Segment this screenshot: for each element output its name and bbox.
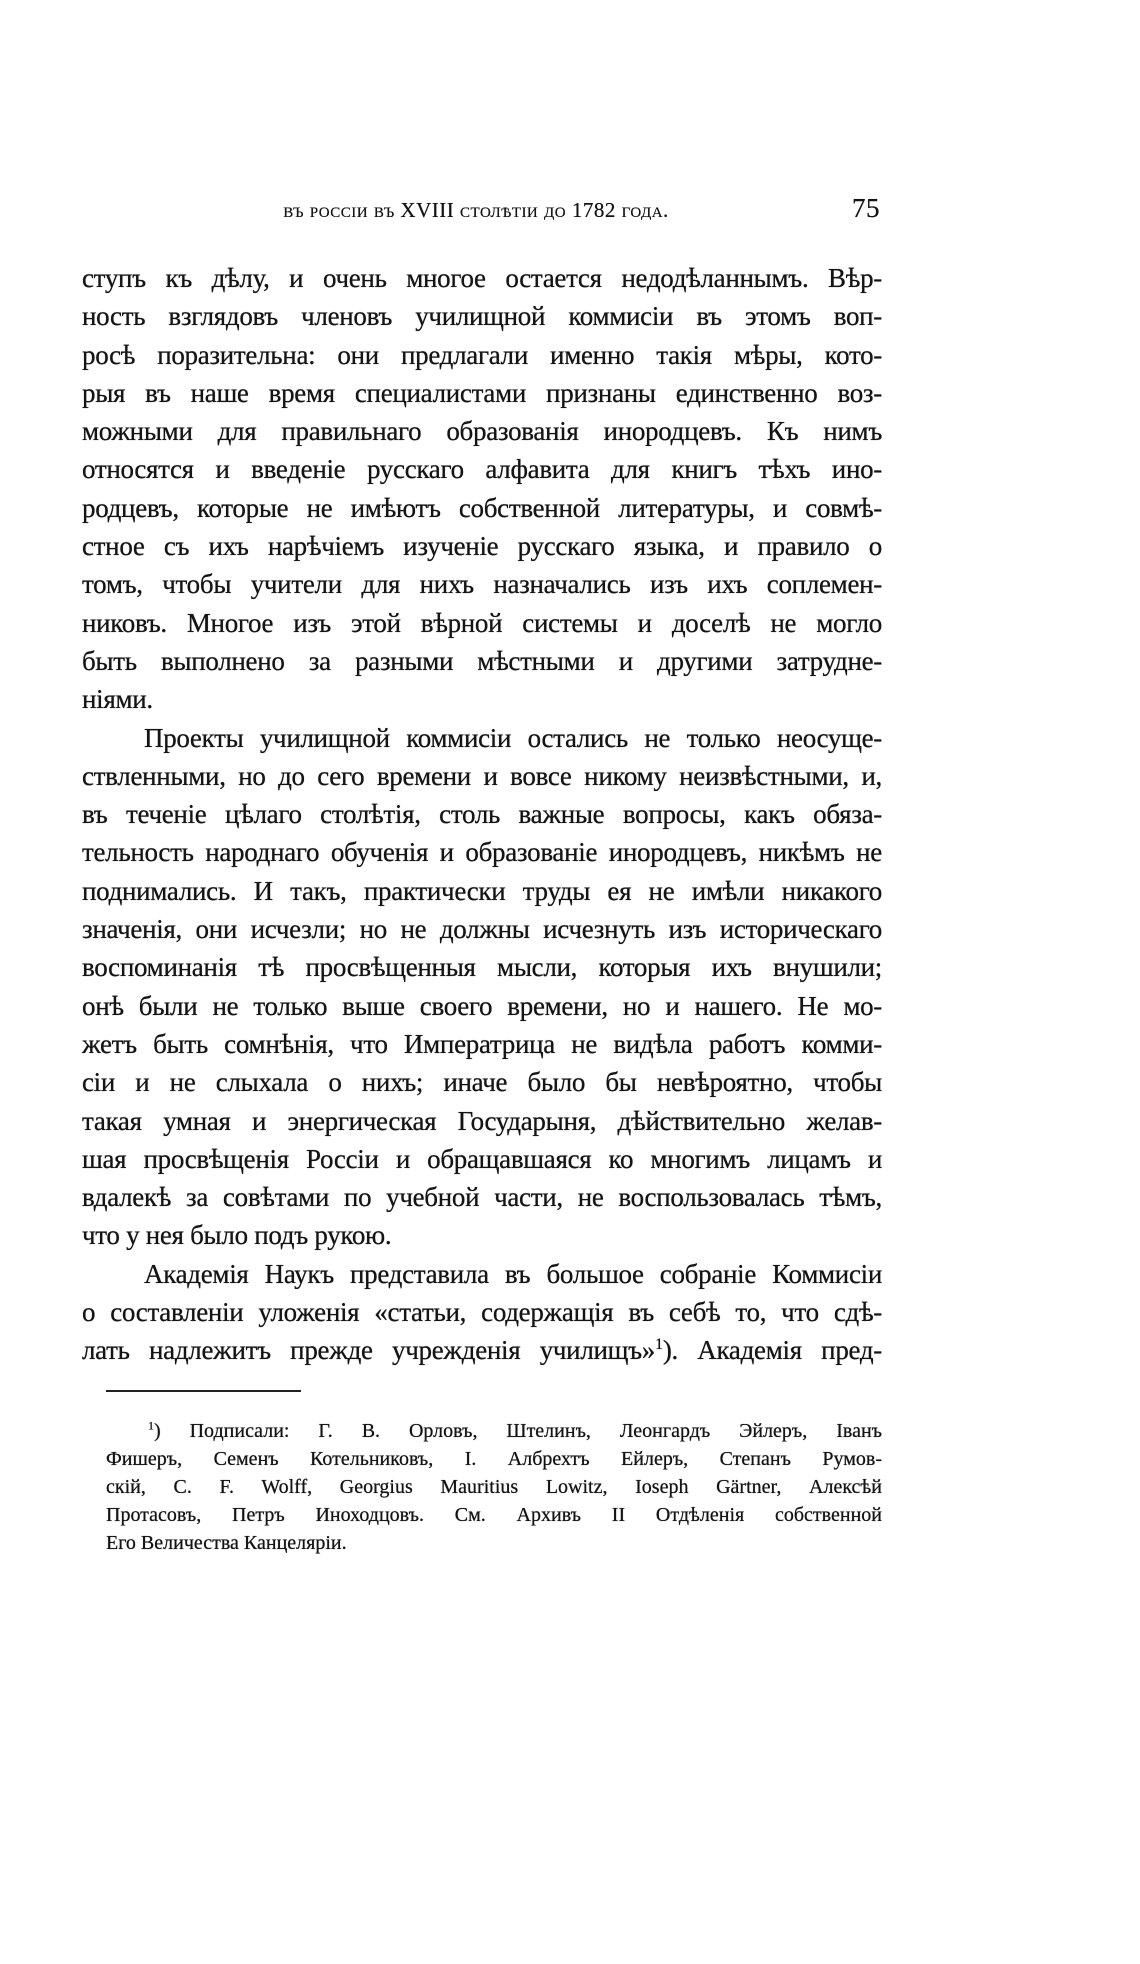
text-line: можными для правильнаго образованія инородцевъ. Къ нимъ bbox=[82, 416, 882, 447]
text-line: томъ, чтобы учители для нихъ назначались изъ ихъ соплемен- bbox=[82, 569, 882, 600]
body-text bbox=[82, 259, 882, 1370]
text-line: поднимались. И такъ, практически труды ея не имѣли никакого bbox=[82, 875, 882, 906]
text-line: Проекты училищной коммисіи остались не только неосуще- bbox=[144, 722, 882, 753]
paragraph-3 bbox=[82, 1255, 882, 1370]
text-line: ступъ къ дѣлу, и очень многое остается недодѣланнымъ. Вѣр- bbox=[82, 263, 882, 293]
text-line: рыя въ наше время специалистами признаны единственно воз- bbox=[82, 377, 882, 408]
running-header: въ россіи въ XVIII столѣтіи до 1782 года. bbox=[283, 198, 669, 222]
text-line: вдалекѣ за совѣтами по учебной части, не воспользовалась тѣмъ, bbox=[82, 1182, 882, 1213]
footnote-line: Фишеръ, Семенъ Котельниковъ, І. Албрехтъ Ейлеръ, Степанъ Румов- bbox=[106, 1448, 882, 1470]
text-line: такая умная и энергическая Государыня, дѣйствительно желав- bbox=[82, 1105, 882, 1136]
text-span: ). Академія пред- bbox=[662, 1335, 882, 1366]
text-line: родцевъ, которые не имѣютъ собственной литературы, и совмѣ- bbox=[82, 492, 882, 523]
text-line: стное съ ихъ нарѣчіемъ изученіе русскаго языка, и правило о bbox=[82, 531, 882, 562]
text-line: росѣ поразительна: они предлагали именно такія мѣры, кото- bbox=[82, 339, 882, 370]
text-line: значенія, они исчезли; но не должны исчезнуть изъ историческаго bbox=[82, 914, 882, 945]
text-line: ствленными, но до сего времени и вовсе никому неизвѣстными, и, bbox=[82, 760, 882, 791]
text-line: шая просвѣщенія Россіи и обращавшаяся ко многимъ лицамъ и bbox=[82, 1143, 882, 1174]
footnote-line bbox=[106, 1417, 882, 1445]
text-line: онѣ были не только выше своего времени, но и нашего. Не мо- bbox=[82, 990, 882, 1021]
paragraph-1 bbox=[82, 259, 882, 719]
text-line bbox=[82, 1331, 882, 1369]
text-line: воспоминанія тѣ просвѣщенныя мысли, которыя ихъ внушили; bbox=[82, 952, 882, 983]
footnote bbox=[106, 1417, 882, 1557]
footnote-divider bbox=[106, 1390, 301, 1392]
footnote-line: скій, C. F. Wolff, Georgius Mauritius Lowitz, Ioseph Gärtner, Алексѣй bbox=[106, 1476, 882, 1498]
text-line: никовъ. Многое изъ этой вѣрной системы и доселѣ не могло bbox=[82, 607, 882, 638]
text-line: что у нея было подъ рукою. bbox=[82, 1220, 392, 1251]
text-line: сіи и не слыхала о нихъ; иначе было бы невѣроятно, чтобы bbox=[82, 1067, 882, 1098]
paragraph-2 bbox=[82, 719, 882, 1255]
footnote-line: Его Величества Канцеляріи. bbox=[106, 1532, 347, 1554]
text-line: жетъ быть сомнѣнія, что Императрица не видѣла работъ комми- bbox=[82, 1028, 882, 1059]
page-number: 75 bbox=[852, 193, 880, 223]
footnote-line: Протасовъ, Петръ Иноходцовъ. См. Архивъ II Отдѣленія собственной bbox=[106, 1504, 882, 1526]
footnote-marker: 1 bbox=[148, 1418, 154, 1433]
text-line: въ теченіе цѣлаго столѣтія, столь важные вопросы, какъ обяза- bbox=[82, 799, 882, 830]
footnote-reference[interactable]: 1 bbox=[655, 1335, 663, 1354]
text-line: быть выполнено за разными мѣстными и другими затрудне- bbox=[82, 645, 882, 676]
text-line: тельность народнаго обученія и образованіе инородцевъ, никѣмъ не bbox=[82, 837, 882, 868]
text-line: ность взглядовъ членовъ училищной коммисіи въ этомъ воп- bbox=[82, 301, 882, 332]
text-line: ніями. bbox=[82, 684, 153, 715]
text-line: Академія Наукъ представила въ большое собраніе Коммисіи bbox=[144, 1258, 882, 1289]
text-line: относятся и введеніе русскаго алфавита для книгъ тѣхъ ино- bbox=[82, 454, 882, 485]
text-line: о составленіи уложенія «статьи, содержащія въ себѣ то, что сдѣ- bbox=[82, 1297, 882, 1328]
text-span: лать надлежитъ прежде учрежденія училищъ» bbox=[82, 1335, 656, 1366]
text-span: ) Подписали: Г. В. Орловъ, Штелинъ, Леонгардъ Эйлеръ, Іванъ bbox=[154, 1420, 882, 1442]
